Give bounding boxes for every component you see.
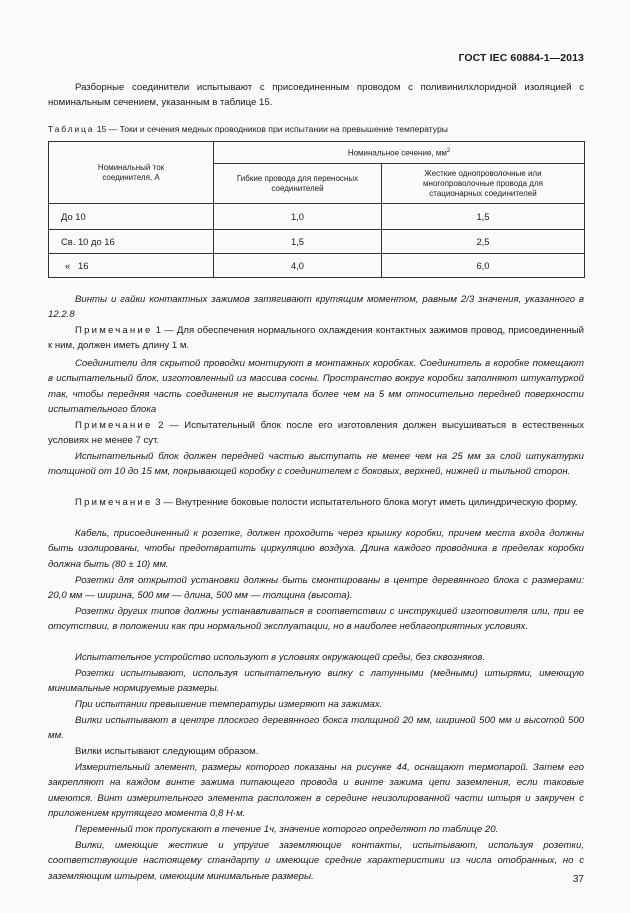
table-caption-label: Таблица — [48, 124, 95, 134]
header-rigid-text: Жесткие однопроволочные или многопроволочные провода для стационарных соединителей — [423, 168, 543, 198]
note-1-text: 1 — Для обеспечения нормального охлаждения контактных зажимов провод, присоединенный к ним, должен иметь длину 1 м. — [48, 325, 584, 352]
table-caption-text: 15 — Токи и сечения медных проводников при испытании на превышение температуры — [96, 124, 448, 134]
row-flexible: 4,0 — [214, 254, 382, 278]
section-unit-sup: 2 — [446, 148, 451, 155]
note-3-label: Примечание — [75, 497, 153, 508]
table-row — [49, 204, 585, 230]
paragraph-hidden-wiring: Соединители для скрытой проводки монтируют в монтажных коробках. Соединитель в коробке помещают в испытательный блок, изготовленный из массива сосны. Пространство вокруг коробки заполняют штукатуркой так, чтобы передняя часть соединения не выступала более чем на 5 мм относительно передней поверхности испытательного блока — [48, 358, 584, 416]
row-current: Св. 10 до 16 — [49, 230, 214, 254]
row-flexible: 1,5 — [214, 230, 382, 254]
header-section-group-text: Номинальное сечение, мм — [347, 148, 447, 158]
paragraph-surface-sockets: Розетки для открытой установки должны быть смонтированы в центре деревянного блока с размерами: 20,0 мм — ширина, 500 мм — длина, 500 мм — толщина (высота). — [48, 575, 584, 602]
table-caption — [48, 124, 448, 134]
note-2 — [48, 418, 584, 449]
row-current: « 16 — [49, 254, 214, 278]
row-rigid: 6,0 — [382, 254, 585, 278]
paragraph-plugs-method: Вилки испытывают следующим образом. — [75, 746, 259, 757]
note-2-text: 2 — Испытательный блок после его изготовления должен высушиваться в естественных условиях не менее 7 сут. — [48, 420, 585, 447]
standard-header: ГОСТ IEC 60884-1—2013 — [458, 52, 584, 64]
paragraph-cable: Кабель, присоединенный к розетке, должен проходить через крышку коробки, причем места входа должны быть изолированы, чтобы предотвратить циркуляцию воздуха. Длина каждого проводника в пределах коробки должна быть (80 ± 10) мм. — [48, 528, 584, 570]
note-1-label: Примечание — [75, 325, 153, 336]
row-rigid: 2,5 — [382, 230, 585, 254]
page-number: 37 — [572, 874, 584, 885]
paragraph-test-device: Испытательное устройство используют в условиях окружающей среды, без сквозняков. — [75, 652, 486, 663]
paragraph-test-block: Испытательный блок должен передней частью выступать не менее чем на 25 мм за слой штукатурки толщиной от 10 до 15 мм, покрывающей коробку с соединителем с боковых, верхней, нижней и тыльной сторон. — [48, 451, 584, 478]
paragraph-measuring-element: Измерительный элемент, размеры которого показаны на рисунке 44, оснащают термопарой. Затем его закрепляют на каждом винте зажима питающего провода и винте зажима цепи заземления, если таковые имеются. Винт измерительного элемента расположен в середине неизолированной части штыря и закручен с приложением крутящего момента 0,8 Н·м. — [48, 762, 584, 820]
paragraph-other-sockets: Розетки других типов должны устанавливаться в соответствии с инструкцией изготовителя или, при ее отсутствии, в положении как при нормальной эксплуатации, но в наиболее неблагоприятных условиях. — [48, 606, 584, 633]
paragraph-sockets-test: Розетки испытывают, используя испытательную вилку с латунными (медными) штырями, имеющую минимальные нормируемые размеры. — [48, 668, 584, 695]
header-current-text: Номинальный ток соединителя, А — [97, 162, 165, 182]
header-flexible — [214, 164, 382, 204]
header-rigid — [382, 164, 585, 204]
header-current — [49, 142, 214, 204]
note-1 — [48, 323, 584, 354]
paragraph-plugs-box: Вилки испытывают в центре плоского деревянного бокса толщиной 20 мм, шириной 500 мм и высотой 500 мм. — [48, 715, 584, 742]
intro-paragraph: Разборные соединители испытывают с присоединенным проводом с поливинилхлоридной изоляцией с номинальным сечением, указанным в таблице 15. — [48, 82, 584, 109]
paragraph-current: Переменный ток пропускают в течение 1ч, значение которого определяют по таблице 20. — [75, 824, 499, 835]
paragraph-earthing-plugs: Вилки, имеющие жесткие и упругие заземляющие контакты, испытывают, используя розетки, соответствующие настоящему стандарту и имеющие средние характеристики из числа отобранных, но с заземляющим штырем, имеющим минимальные размеры. — [48, 840, 584, 882]
header-section-group — [214, 142, 585, 164]
table-row — [49, 254, 585, 278]
note-3-text: 3 — Внутренние боковые полости испытательного блока могут иметь цилиндрическую форму. — [155, 497, 578, 508]
conductor-table — [48, 141, 585, 278]
header-flexible-text: Гибкие провода для переносных соединителей — [236, 173, 359, 193]
row-rigid: 1,5 — [382, 204, 585, 230]
paragraph-temperature: При испытании превышение температуры измеряют на зажимах. — [75, 699, 383, 710]
row-current: До 10 — [49, 204, 214, 230]
table-row — [49, 230, 585, 254]
paragraph-screws: Винты и гайки контактных зажимов затягивают крутящим моментом, равным 2/3 значения, указанного в 12.2.8 — [48, 294, 584, 321]
note-3 — [48, 495, 584, 510]
row-flexible: 1,0 — [214, 204, 382, 230]
note-2-label: Примечание — [75, 420, 153, 431]
